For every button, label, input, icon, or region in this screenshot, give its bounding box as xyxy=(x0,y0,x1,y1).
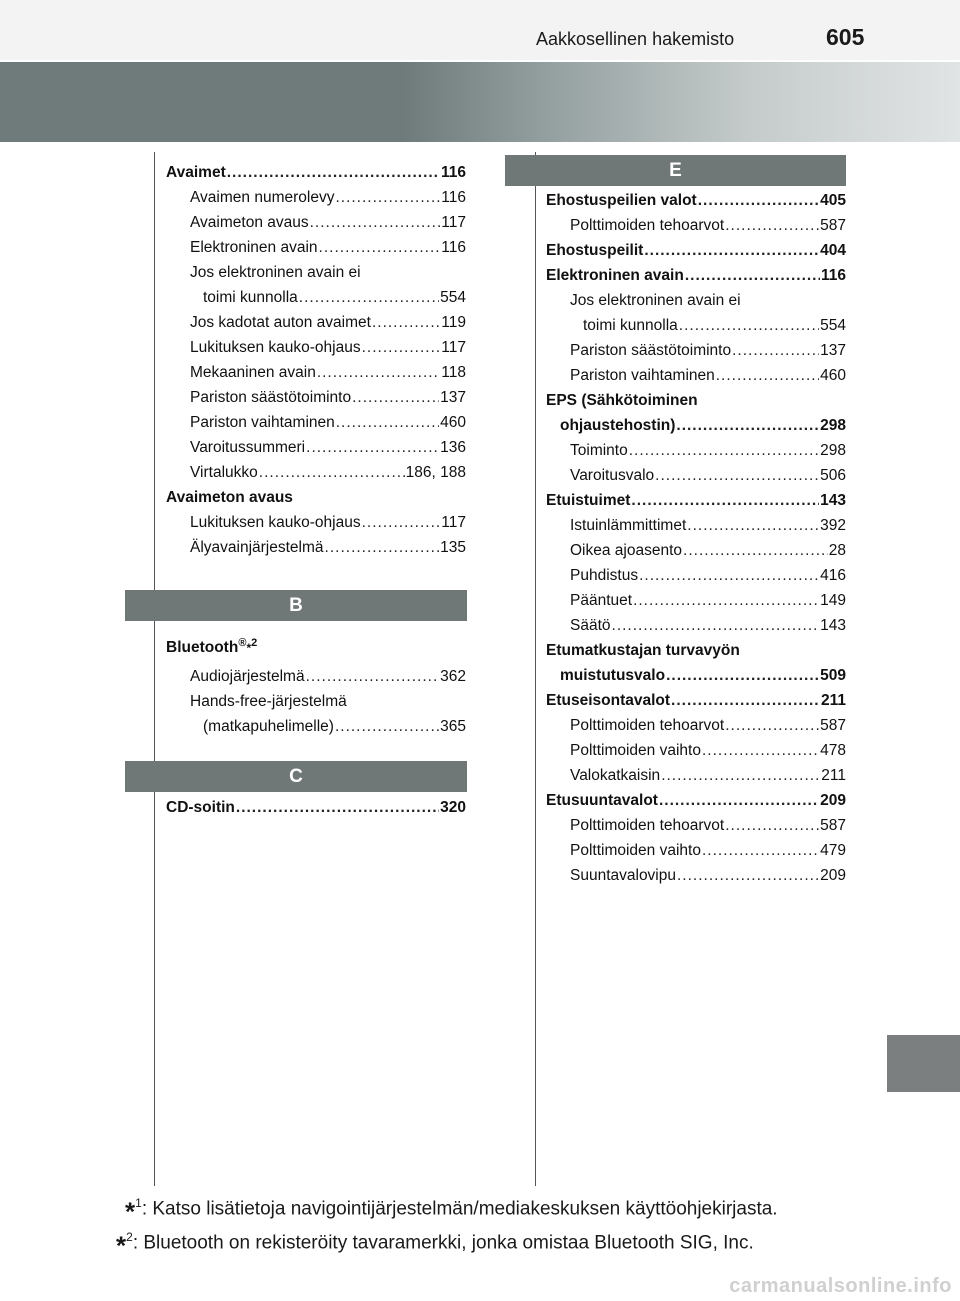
entry-term: Audiojärjestelmä xyxy=(190,668,305,686)
entry-page-ref: 405 xyxy=(820,192,846,209)
header-strip xyxy=(0,0,960,60)
index-entry xyxy=(546,863,846,888)
entry-term: Ehostuspeilien valot xyxy=(546,192,697,209)
entry-page-ref: 137 xyxy=(440,389,466,406)
index-entry xyxy=(546,738,846,763)
entry-page-ref: 460 xyxy=(440,414,466,431)
entry-page-ref: 116 xyxy=(820,267,846,284)
dot-leader xyxy=(702,738,819,763)
entry-term: Etuistuimet xyxy=(546,492,631,509)
entry-page-ref: 362 xyxy=(440,668,466,686)
entry-page-ref: 416 xyxy=(820,567,846,584)
index-entry xyxy=(166,460,466,485)
index-entry: Avaimeton avaus xyxy=(166,489,293,506)
dot-leader xyxy=(666,663,819,688)
entry-page-ref: 298 xyxy=(820,442,846,459)
entry-term: Suuntavalovipu xyxy=(570,867,676,884)
index-entry xyxy=(166,535,466,560)
dot-leader xyxy=(325,535,440,560)
entry-term: Polttimoiden tehoarvot xyxy=(570,717,725,734)
index-entry: Etumatkustajan turvavyön xyxy=(546,642,740,659)
entry-page-ref: 587 xyxy=(820,817,846,834)
section-header-e: E xyxy=(505,155,846,186)
entry-term: Pariston vaihtaminen xyxy=(190,414,335,431)
entry-page-ref: 116 xyxy=(441,239,466,256)
entry-page-ref: 554 xyxy=(440,289,466,306)
dot-leader xyxy=(679,313,819,338)
entry-page-ref: 119 xyxy=(441,314,466,331)
entry-page-ref: 137 xyxy=(820,342,846,359)
entry-page-ref: 587 xyxy=(820,717,846,734)
index-entry xyxy=(546,338,846,363)
entry-page-ref: 320 xyxy=(440,799,466,816)
dot-leader xyxy=(659,788,819,813)
entry-page-ref: 117 xyxy=(441,339,466,356)
index-entry xyxy=(546,563,846,588)
entry-page-ref: 211 xyxy=(820,692,846,709)
entry-page-ref: 149 xyxy=(820,592,846,609)
dot-leader xyxy=(655,463,819,488)
dot-leader xyxy=(683,538,828,563)
entry-term: Pariston säästötoiminto xyxy=(570,342,732,359)
index-entry xyxy=(546,763,846,788)
section-header-c: C xyxy=(125,761,467,792)
entry-page-ref: 209 xyxy=(820,792,846,809)
dot-leader xyxy=(633,588,819,613)
entry-term: Polttimoiden tehoarvot xyxy=(570,817,725,834)
index-entry xyxy=(166,285,466,310)
section-b-entries xyxy=(166,627,466,739)
index-entry xyxy=(546,463,846,488)
dot-leader xyxy=(725,213,819,238)
dot-leader xyxy=(352,385,439,410)
entry-term: toimi kunnolla xyxy=(203,289,298,306)
entry-term: Polttimoiden vaihto xyxy=(570,742,701,759)
index-entry xyxy=(546,613,846,638)
entry-page-ref: 404 xyxy=(820,242,846,259)
entry-term: Etusuuntavalot xyxy=(546,792,658,809)
index-entry xyxy=(546,513,846,538)
dot-leader xyxy=(317,360,440,385)
entry-term: Jos kadotat auton avaimet xyxy=(190,314,371,331)
entry-page-ref: 118 xyxy=(441,364,466,381)
dot-leader xyxy=(299,285,439,310)
index-entry xyxy=(166,664,466,689)
header-band xyxy=(0,62,960,142)
index-entry xyxy=(546,713,846,738)
entry-term: Elektroninen avain xyxy=(546,267,684,284)
index-entry xyxy=(166,210,466,235)
entry-page-ref: 460 xyxy=(820,367,846,384)
entry-term: Säätö xyxy=(570,617,611,634)
watermark: carmanualsonline.info xyxy=(729,1275,952,1297)
dot-leader xyxy=(644,238,819,263)
dot-leader xyxy=(725,713,819,738)
footnote-1: *$^1$: Katso lisätietoja navigointijärjestelmän/mediakeskuksen käyttöohjekirjasta. xyxy=(125,1196,778,1227)
entry-page-ref: 365 xyxy=(440,718,466,736)
page-number: 605 xyxy=(826,24,865,50)
entry-term: ohjaustehostin) xyxy=(560,417,676,434)
index-entry xyxy=(166,410,466,435)
index-entry xyxy=(546,813,846,838)
index-entry xyxy=(166,185,466,210)
entry-page-ref: 392 xyxy=(820,517,846,534)
entry-term: Varoitussummeri xyxy=(190,439,306,456)
dot-leader xyxy=(671,688,820,713)
index-entry xyxy=(166,714,466,739)
entry-page-ref: 298 xyxy=(820,417,846,434)
index-entry xyxy=(546,263,846,288)
dot-leader xyxy=(362,510,441,535)
index-entry xyxy=(546,363,846,388)
entry-page-ref: 135 xyxy=(440,539,466,556)
entry-term: Pariston säästötoiminto xyxy=(190,389,352,406)
dot-leader xyxy=(335,185,440,210)
index-entry xyxy=(546,238,846,263)
index-entry xyxy=(546,838,846,863)
entry-term: Oikea ajoasento xyxy=(570,542,683,559)
index-entry xyxy=(166,795,466,820)
dot-leader xyxy=(702,838,819,863)
dot-leader xyxy=(372,310,440,335)
dot-leader xyxy=(631,488,819,513)
dot-leader xyxy=(716,363,819,388)
index-entry xyxy=(166,310,466,335)
index-entry xyxy=(166,235,466,260)
index-entry: EPS (Sähkötoiminen xyxy=(546,392,698,409)
thumb-index-tab xyxy=(887,1035,960,1092)
dot-leader xyxy=(629,438,819,463)
entry-page-ref: 509 xyxy=(820,667,846,684)
entry-page-ref: 116 xyxy=(440,164,466,181)
center-column-rule xyxy=(535,152,536,1186)
index-column-left xyxy=(166,160,466,560)
index-entry xyxy=(546,213,846,238)
entry-page-ref: 117 xyxy=(441,214,466,231)
entry-term: Pariston vaihtaminen xyxy=(570,367,715,384)
entry-term: Ehostuspeilit xyxy=(546,242,644,259)
entry-term: Varoitusvalo xyxy=(570,467,655,484)
dot-leader xyxy=(725,813,819,838)
dot-leader xyxy=(612,613,820,638)
index-entry xyxy=(166,335,466,360)
entry-page-ref: 116 xyxy=(441,189,466,206)
dot-leader xyxy=(306,435,439,460)
entry-term: Avaimen numerolevy xyxy=(190,189,335,206)
index-entry xyxy=(546,488,846,513)
entry-term: Pääntuet xyxy=(570,592,633,609)
entry-term: Toiminto xyxy=(570,442,628,459)
entry-page-ref: 117 xyxy=(441,514,466,531)
index-entry xyxy=(546,313,846,338)
index-entry xyxy=(546,188,846,213)
index-entry xyxy=(546,788,846,813)
dot-leader xyxy=(698,188,819,213)
dot-leader xyxy=(319,235,441,260)
entry-page-ref: 554 xyxy=(820,317,846,334)
index-entry: Hands-free-järjestelmä xyxy=(190,693,347,711)
index-entry xyxy=(166,160,466,185)
entry-page-ref: 478 xyxy=(820,742,846,759)
entry-term: Mekaaninen avain xyxy=(190,364,316,381)
index-entry xyxy=(546,688,846,713)
dot-leader xyxy=(639,563,819,588)
index-entry xyxy=(166,385,466,410)
entry-term: Älyavainjärjestelmä xyxy=(190,539,324,556)
entry-term: Valokatkaisin xyxy=(570,767,661,784)
dot-leader xyxy=(732,338,819,363)
entry-term: Lukituksen kauko-ohjaus xyxy=(190,514,361,531)
index-entry xyxy=(166,510,466,535)
entry-term: Avaimeton avaus xyxy=(190,214,309,231)
index-entry xyxy=(166,360,466,385)
entry-page-ref: 143 xyxy=(820,492,846,509)
entry-page-ref: 186, 188 xyxy=(405,464,466,481)
entry-term: CD-soitin xyxy=(166,799,235,816)
entry-term: (matkapuhelimelle) xyxy=(203,718,334,736)
dot-leader xyxy=(362,335,441,360)
dot-leader xyxy=(685,263,820,288)
section-c-entries xyxy=(166,795,466,820)
index-entry xyxy=(546,413,846,438)
entry-term: Polttimoiden tehoarvot xyxy=(570,217,725,234)
footnotes xyxy=(0,1190,860,1259)
dot-leader xyxy=(335,714,439,739)
dot-leader xyxy=(259,460,405,485)
dot-leader xyxy=(676,413,819,438)
dot-leader xyxy=(227,160,440,185)
index-entry xyxy=(166,435,466,460)
entry-term: Elektroninen avain xyxy=(190,239,318,256)
entry-page-ref: 143 xyxy=(820,617,846,634)
dot-leader xyxy=(310,210,441,235)
footnote-2: *$^2$: Bluetooth on rekisteröity tavaramerkki, jonka omistaa Bluetooth SIG, Inc. xyxy=(116,1230,754,1261)
dot-leader xyxy=(677,863,819,888)
entry-page-ref: 479 xyxy=(820,842,846,859)
entry-term: Etuseisontavalot xyxy=(546,692,671,709)
entry-term: Puhdistus xyxy=(570,567,639,584)
index-entry: Jos elektroninen avain ei xyxy=(570,292,741,309)
entry-term: Polttimoiden vaihto xyxy=(570,842,701,859)
entry-page-ref: 587 xyxy=(820,217,846,234)
entry-page-ref: 506 xyxy=(820,467,846,484)
page-title: Aakkosellinen hakemisto xyxy=(536,29,735,49)
entry-page-ref: 28 xyxy=(828,542,846,559)
entry-term: Istuinlämmittimet xyxy=(570,517,687,534)
section-e-entries xyxy=(546,188,846,888)
index-entry xyxy=(546,588,846,613)
dot-leader xyxy=(236,795,439,820)
index-entry xyxy=(546,538,846,563)
section-header-b: B xyxy=(125,590,467,621)
dot-leader xyxy=(336,410,439,435)
index-entry: Jos elektroninen avain ei xyxy=(190,264,361,281)
entry-term: toimi kunnolla xyxy=(583,317,678,334)
entry-page-ref: 209 xyxy=(820,867,846,884)
dot-leader xyxy=(306,664,440,689)
entry-term: Lukituksen kauko-ohjaus xyxy=(190,339,361,356)
entry-term: Virtalukko xyxy=(190,464,258,481)
dot-leader xyxy=(687,513,819,538)
dot-leader xyxy=(661,763,820,788)
index-entry-bluetooth: Bluetooth®*$^2$ xyxy=(166,637,258,657)
index-entry xyxy=(546,438,846,463)
entry-page-ref: 136 xyxy=(440,439,466,456)
entry-page-ref: 211 xyxy=(821,767,846,784)
entry-term: muistutusvalo xyxy=(560,667,666,684)
left-column-rule xyxy=(154,152,155,1186)
entry-term: Avaimet xyxy=(166,164,226,181)
index-entry xyxy=(546,663,846,688)
